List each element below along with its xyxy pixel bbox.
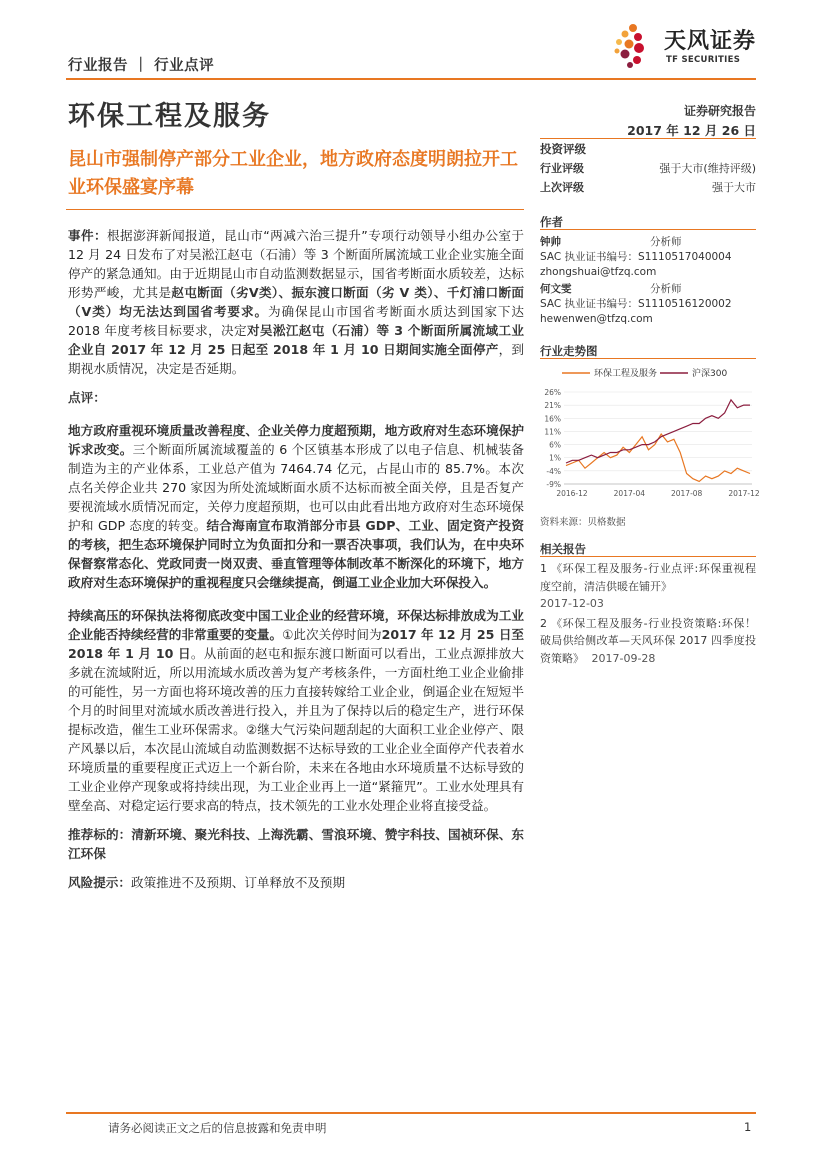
risk-paragraph <box>68 873 524 892</box>
event-paragraph <box>68 226 524 378</box>
page-number: 1 <box>744 1120 752 1134</box>
logo-mark-icon <box>615 24 645 68</box>
chart-x-ticks <box>556 489 760 498</box>
related-item-date: 2017-09-28 <box>591 651 656 665</box>
related-rule <box>540 556 756 557</box>
related-heading: 相关报告 <box>540 542 586 556</box>
recommend-paragraph <box>68 825 524 863</box>
header-rule <box>66 78 756 80</box>
rating-row <box>540 159 756 178</box>
report-category: 行业报告 ｜ 行业点评 <box>68 58 215 74</box>
rating-label: 上次评级 <box>540 181 584 194</box>
event-label: 事件： <box>68 228 108 243</box>
y-tick-label: 6% <box>549 440 561 450</box>
event-emphasis: 对吴淞江赵屯（石浦）等 3 个断面所属流域工业企业自 2017 年 12 月 25 日起至 2018 年 1 月 10 日期间实施全面停产 <box>68 323 524 357</box>
event-text: 为确保昆山市国省考断面水质达到国家下达 2018 年度考核目标要求，决定 <box>68 304 525 338</box>
related-item[interactable] <box>540 560 756 613</box>
x-tick-label: 2017-12 <box>728 489 760 498</box>
event-emphasis: 赵屯断面（劣Ⅴ类）、振东渡口断面（劣 Ⅴ 类）、千灯浦口断面（Ⅴ类）均无法达到国省考要求。 <box>68 285 524 319</box>
logo-text-en: TF SECURITIES <box>666 55 741 65</box>
trend-chart <box>540 362 760 504</box>
chart-y-ticks <box>544 388 561 489</box>
x-tick-label: 2017-08 <box>670 489 703 498</box>
chart-lines <box>566 400 750 482</box>
body-text <box>68 226 524 902</box>
analysis-emphasis: 2017 年 12 月 25 日至 2018 年 1 月 10 日 <box>68 627 525 661</box>
recommend-label: 推荐标的： <box>68 827 132 842</box>
author-email[interactable]: hewenwen@tfzq.com <box>540 313 653 325</box>
rating-label: 行业评级 <box>540 162 584 175</box>
comment-emphasis: 地方政府重视环境质量改善程度、企业关停力度超预期，地方政府对生态环境保护诉求改变。 <box>68 423 524 457</box>
recommend-text: 清新环境、聚光科技、上海洗霸、雪浪环境、赞宇科技、国祯环保、东江环保 <box>68 827 524 861</box>
author-cert: SAC 执业证书编号：S1110517040004 <box>540 251 732 263</box>
chart-legend <box>562 367 727 379</box>
related-item-title[interactable]: 1 《环保工程及服务-行业点评:环保重视程度空前，清洁供暖在铺开》 <box>540 562 756 593</box>
event-text: ，到期视水质情况，决定是否延期。 <box>68 342 524 376</box>
meta-rule <box>540 138 756 139</box>
trend-heading <box>540 343 756 359</box>
rating-row <box>540 178 756 197</box>
y-tick-label: 11% <box>544 427 561 437</box>
risk-text: 政策推进不及预期、订单释放不及预期 <box>130 875 346 890</box>
risk-label: 风险提示： <box>68 875 131 890</box>
author-entry <box>540 282 756 327</box>
comment-label-paragraph <box>68 388 524 407</box>
related-item[interactable] <box>540 615 756 668</box>
related-heading-wrap <box>540 541 756 557</box>
x-tick-label: 2016-12 <box>556 489 588 498</box>
analysis-text: ①此次关停时间为 <box>282 627 382 642</box>
y-tick-label: -4% <box>546 466 561 476</box>
author-role: 分析师 <box>650 283 682 295</box>
y-tick-label: 1% <box>549 453 561 463</box>
comment-label: 点评： <box>68 390 106 405</box>
comment-paragraph <box>68 421 524 592</box>
related-list <box>540 560 756 667</box>
y-tick-label: 16% <box>544 414 561 424</box>
legend-label: 沪深300 <box>692 369 728 379</box>
y-tick-label: 21% <box>544 401 561 411</box>
footer-rule <box>66 1112 756 1114</box>
headline-rule <box>66 209 524 210</box>
comment-emphasis: 结合海南宣布取消部分市县 GDP、工业、固定资产投资的考核，把生态环境保护同时立为负面扣分和一票否决事项，我们认为，在中央环保督察常态化、党政同责一岗双责、垂直管理等体制改革不断深化的环境下，地方政府对生态环境保护的重视程度只会继续提高，倒逼工业企业加大环保投入。 <box>68 518 524 590</box>
logo-text: 天风证券 <box>664 29 757 54</box>
analysis-emphasis: 持续高压的环保执法将彻底改变中国工业企业的经营环境，环保达标排放成为工业企业能否持续经营的非常重要的变量。 <box>68 608 524 642</box>
rating-block <box>540 141 756 197</box>
sector-title: 环保工程及服务 <box>68 101 271 132</box>
rating-heading: 投资评级 <box>540 142 586 156</box>
y-tick-label: -9% <box>546 480 561 489</box>
trend-heading-text: 行业走势图 <box>540 344 598 358</box>
report-type: 证券研究报告 <box>683 104 756 118</box>
related-item-date: 2017-12-03 <box>540 597 604 610</box>
authors-block <box>540 214 756 327</box>
legend-label: 环保工程及服务 <box>594 369 658 379</box>
author-name: 何文雯 <box>540 283 572 295</box>
comment-text: 三个断面所属流域覆盖的 6 个区镇基本形成了以电子信息、机械装备制造为主的产业体系，工业总产值为 7464.74 亿元，占昆山市的 85.7%。本次点名关停企业共 270 家因为所处流域断面水质不达标而被全面关停，且是否复产要视流域水质情况而定，关停力度超预期，也可以由此看出地方政府对生态环境保护和 GDP 态度的转变。 <box>68 442 524 533</box>
chart-source: 资料来源：贝格数据 <box>540 517 626 528</box>
rating-value: 强于大市(维持评级) <box>659 162 756 175</box>
x-tick-label: 2017-04 <box>613 489 646 498</box>
author-role: 分析师 <box>650 236 682 248</box>
author-entry <box>540 235 756 280</box>
author-cert: SAC 执业证书编号：S1110516120002 <box>540 298 732 310</box>
footer-disclaimer[interactable]: 请务必阅读正文之后的信息披露和免责申明 <box>108 1121 327 1135</box>
event-text: 根据澎湃新闻报道，昆山市“两减六治三提升”专项行动领导小组办公室于 12 月 24 日发布了对吴淞江赵屯（石浦）等 3 个断面所属流域工业企业实施全面停产的紧急通知。由于近期昆山市自动监测数据显示，国省考断面水质较差，达标形势严峻，尤其是 <box>68 228 524 300</box>
analysis-paragraph <box>68 606 524 815</box>
trend-rule <box>540 358 756 359</box>
y-tick-label: 26% <box>544 388 561 397</box>
authors-heading: 作者 <box>540 215 563 229</box>
rating-value: 强于大市 <box>712 181 756 194</box>
analysis-text: 。从前面的赵屯和振东渡口断面可以看出，工业点源排放大多就在流域附近，所以用流域水质改善为复产考核条件，一方面杜绝工业企业偷排的可能性，另一方面也将环境改善的压力直接转嫁给工业企业，倒逼企业在短短半个月的时间里对流域水质改善进行投入，并且为了保持以后的稳定生产，进行环保提标改造，催生工业环保需求。②继大气污染问题刮起的大面积工业企业停产、限产风暴以后，本次昆山流域自动监测数据不达标导致的工业企业全面停产代表着水环境质量的重要程度正式迈上一个新台阶，未来在各地由水环境质量不达标导致的工业企业停产现象或将持续出现，为工业企业再上一道“紧箍咒”。工业水处理具有壁垒高、对稳定运行要求高的特点，技术领先的工业水处理企业将直接受益。 <box>68 646 525 813</box>
headline: 昆山市强制停产部分工业企业，地方政府态度明朗拉开工业环保盛宴序幕 <box>68 149 518 198</box>
author-email[interactable]: zhongshuai@tfzq.com <box>540 266 657 278</box>
report-date: 2017 年 12 月 26 日 <box>627 123 756 138</box>
author-name: 钟帅 <box>540 236 561 248</box>
related-item-title[interactable]: 2 《环保工程及服务-行业投资策略:环保！破局供给侧改革—天风环保 2017 四季度投资策略》 <box>540 616 756 665</box>
chart-grid <box>564 392 752 484</box>
